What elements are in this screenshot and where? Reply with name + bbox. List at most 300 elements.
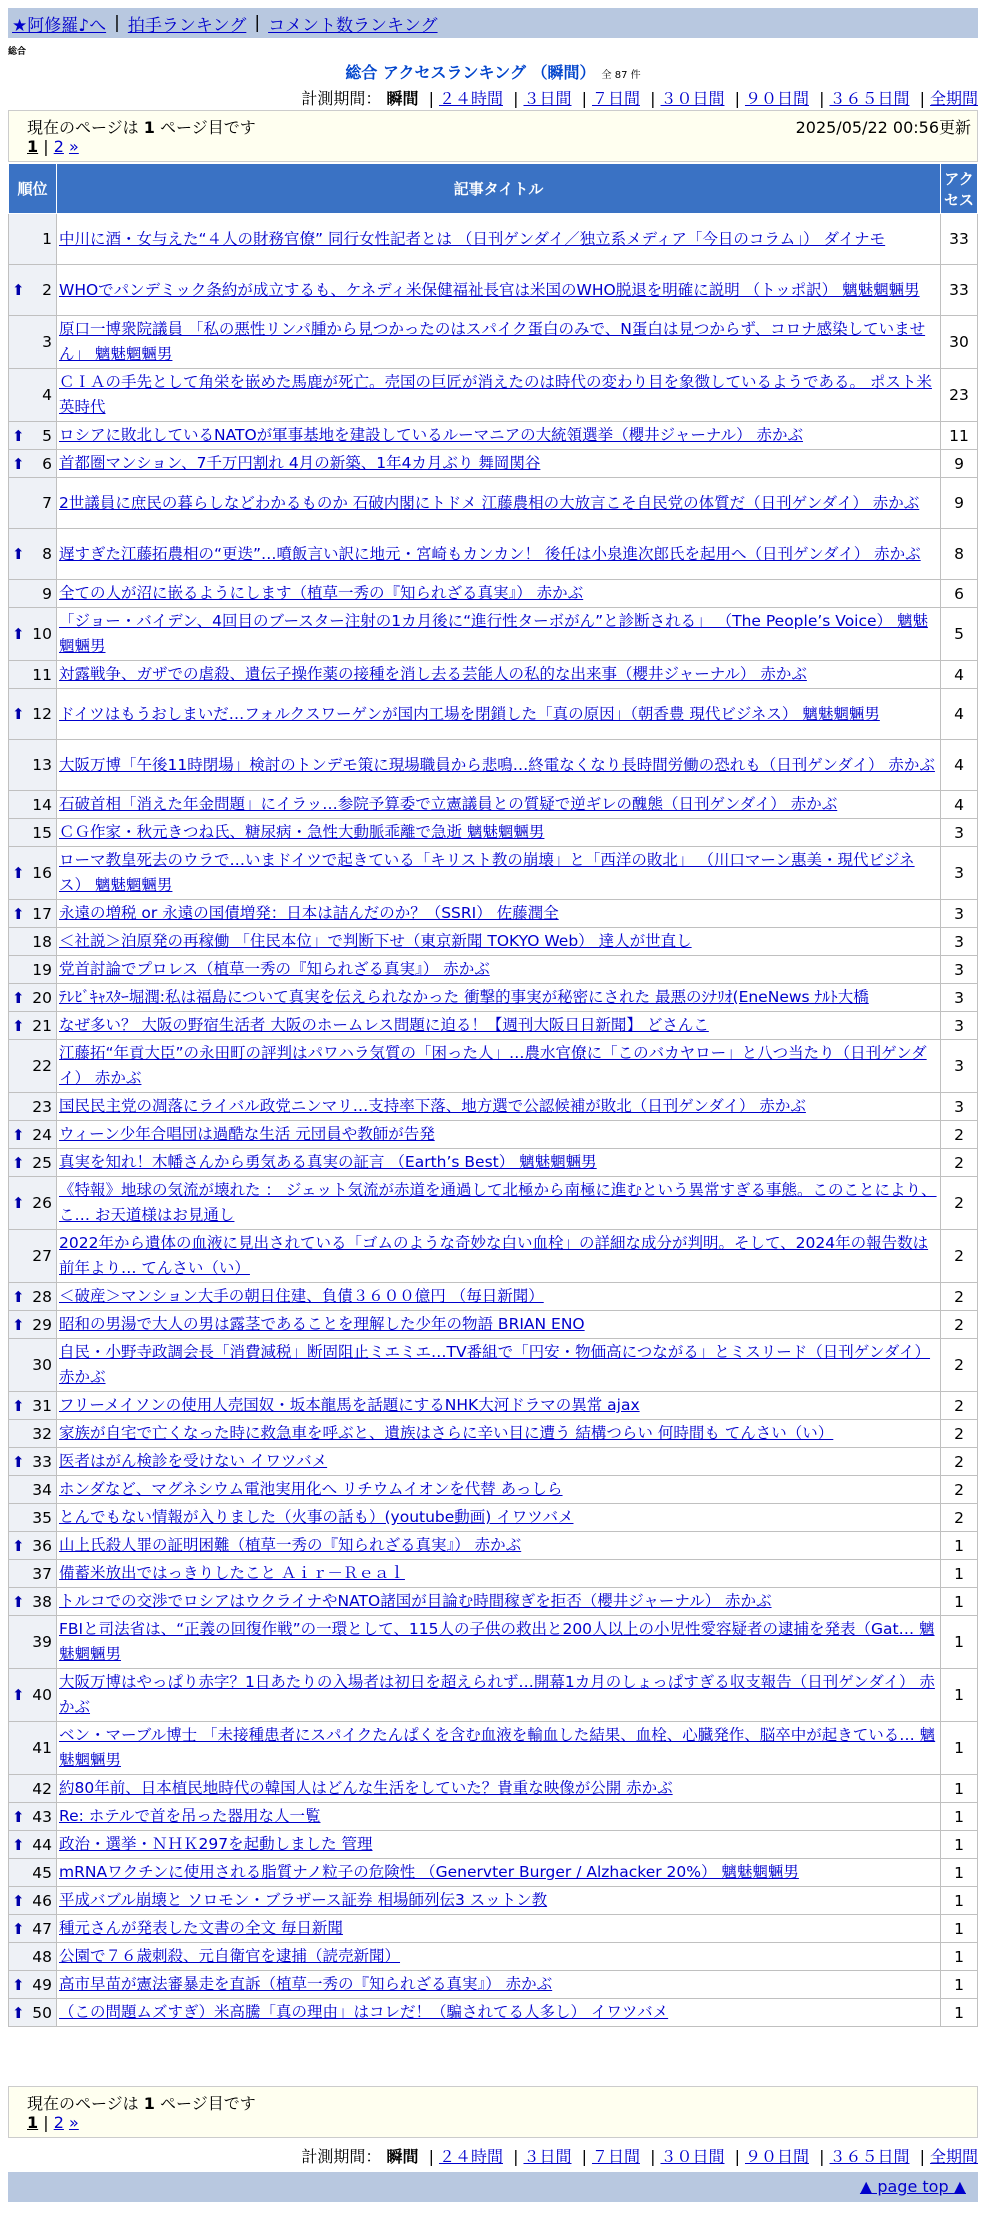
page-2-link[interactable]: 2 [53, 2113, 64, 2132]
rank-number: 17 [32, 904, 52, 923]
table-row [9, 478, 978, 529]
rank-cell [9, 1476, 57, 1504]
access-count: 3 [941, 819, 978, 847]
table-row [9, 1831, 978, 1859]
rank-number: 9 [42, 584, 52, 603]
rank-number: 28 [32, 1287, 52, 1306]
access-count: 2 [941, 1311, 978, 1339]
rank-cell [9, 1722, 57, 1775]
article-link[interactable]: 「ジョー・バイデン、4回目のブースター注射の1カ月後に“進行性ターボがん”と診断される」 （The People’s Voice） 魑魅魍魎男 [59, 612, 928, 655]
rank-number: 22 [32, 1057, 52, 1075]
rank-cell [9, 984, 57, 1012]
title-cell [57, 900, 941, 928]
table-row [9, 900, 978, 928]
access-count: 2 [941, 1420, 978, 1448]
article-link[interactable]: 国民民主党の凋落にライバル政党ニンマリ…支持率下落、地方選で公認候補が敗北（日刊ゲンダイ） 赤かぶ [59, 1097, 806, 1115]
rank-cell [9, 422, 57, 450]
rank-cell [9, 1616, 57, 1669]
access-count: 2 [941, 1177, 978, 1230]
title-cell [57, 1775, 941, 1803]
access-count: 33 [941, 214, 978, 265]
period-label: 計測期間： [301, 2147, 382, 2166]
title-cell [57, 1859, 941, 1887]
rank-cell [9, 819, 57, 847]
article-link[interactable]: ロシアに敗北しているNATOが軍事基地を建設しているルーマニアの大統領選挙（櫻井ジャーナル） 赤かぶ [59, 426, 804, 444]
article-link[interactable]: 対露戦争、ガザでの虐殺、遺伝子操作薬の接種を消し去る芸能人の私的な出来事（櫻井ジャーナル） 赤かぶ [59, 665, 807, 683]
rank-number: 27 [32, 1247, 52, 1265]
ranking-table [8, 163, 978, 2027]
table-row [9, 956, 978, 984]
rank-cell [9, 1999, 57, 2027]
period-link[interactable]: 全期間 [929, 89, 978, 108]
article-link[interactable]: 首都圏マンション、7千万円割れ 4月の新築、1年4カ月ぶり 舞岡関谷 [59, 454, 541, 472]
title-cell [57, 1311, 941, 1339]
rank-cell [9, 450, 57, 478]
up-arrow-icon: ⬆ [12, 281, 25, 299]
rank-cell [9, 1283, 57, 1311]
rank-number: 44 [32, 1835, 52, 1854]
period-link[interactable]: ３０日間 [660, 2147, 725, 2166]
table-row [9, 450, 978, 478]
table-row [9, 580, 978, 608]
page-top-link[interactable]: ▲ page top ▲ [859, 2177, 966, 2196]
title-cell [57, 1476, 941, 1504]
article-link[interactable]: ローマ教皇死去のウラで…いまドイツで起きている「キリスト教の崩壊」と「西洋の敗北」 （川口マーン惠美・現代ビジネス） 魑魅魍魎男 [59, 851, 915, 894]
access-count: 33 [941, 265, 978, 316]
article-link[interactable]: ＜破産＞マンション大手の朝日住建、負債３６００億円 （毎日新聞） [59, 1287, 544, 1305]
article-link[interactable]: とんでもない情報が入りました（火事の話も）(youtube動画) イワツバメ [59, 1508, 574, 1526]
title-cell [57, 1230, 941, 1283]
table-row [9, 847, 978, 900]
article-link[interactable]: 永遠の増税 or 永遠の国債増発：日本は詰んだのか？（SSRI） 佐藤潤全 [59, 904, 559, 922]
up-arrow-icon: ⬆ [12, 1891, 25, 1910]
asyura-home-link[interactable]: ★阿修羅♪へ [12, 15, 107, 36]
rank-cell [9, 1311, 57, 1339]
pagination-box-top [8, 110, 978, 162]
page-links: 1 | 2 » [27, 137, 79, 156]
access-count: 1 [941, 1943, 978, 1971]
title-cell [57, 1803, 941, 1831]
title-cell [57, 1722, 941, 1775]
col-access: アクセス [941, 164, 978, 214]
access-count: 3 [941, 984, 978, 1012]
rank-number: 11 [32, 665, 52, 684]
title-cell [57, 1560, 941, 1588]
period-link[interactable]: ３６５日間 [829, 89, 910, 108]
access-count: 2 [941, 1476, 978, 1504]
rank-cell [9, 928, 57, 956]
page-2-link[interactable]: 2 [53, 137, 64, 156]
article-link[interactable]: 2世議員に庶民の暮らしなどわかるものか 石破内閣にトドメ 江藤農相の大放言こそ自民党の体質だ（日刊ゲンダイ） 赤かぶ [59, 493, 920, 512]
up-arrow-icon: ⬆ [12, 1125, 25, 1144]
rank-cell [9, 1532, 57, 1560]
table-row [9, 984, 978, 1012]
rank-cell [9, 214, 57, 265]
table-row [9, 1177, 978, 1230]
table-row [9, 1012, 978, 1040]
rank-number: 36 [32, 1536, 52, 1555]
title-cell [57, 791, 941, 819]
rank-number: 48 [32, 1947, 52, 1966]
rank-number: 39 [32, 1633, 52, 1651]
updated-time: 2025/05/22 00:56更新 [795, 118, 971, 137]
period-link[interactable]: ７日間 [591, 89, 640, 108]
access-count: 3 [941, 847, 978, 900]
period-link[interactable]: ３６５日間 [829, 2147, 910, 2166]
table-row [9, 265, 978, 316]
period-link[interactable]: ３０日間 [660, 89, 725, 108]
up-arrow-icon: ⬆ [12, 1536, 25, 1555]
rank-cell [9, 316, 57, 369]
table-row [9, 689, 978, 740]
title-cell [57, 1999, 941, 2027]
period-link[interactable]: ９０日間 [744, 2147, 809, 2166]
rank-number: 43 [32, 1807, 52, 1826]
rank-number: 1 [42, 230, 52, 248]
article-link[interactable]: ＜社説＞泊原発の再稼働 「住民本位」で判断下せ（東京新聞 TOKYO Web） 達人が世直し [59, 932, 692, 950]
article-link[interactable]: FBIと司法省は、“正義の回復作戦”の一環として、115人の子供の救出と200人以上の小児性愛容疑者の逮捕を発表（Gat… 魑魅魍魎男 [59, 1620, 935, 1663]
rank-number: 30 [32, 1356, 52, 1374]
title-cell [57, 1283, 941, 1311]
up-arrow-icon: ⬆ [12, 1975, 25, 1994]
title-cell [57, 1532, 941, 1560]
access-count: 3 [941, 928, 978, 956]
rank-number: 14 [32, 795, 52, 814]
article-link[interactable]: 真実を知れ！木幡さんから勇気ある真実の証言 （Earth’s Best） 魑魅魍魎男 [59, 1153, 597, 1171]
period-selector-top: 計測期間： 瞬間 | ２４時間 | ３日間 | ７日間 | ３０日間 | ９０日間 | ３６５日間 | 全期間 [301, 89, 978, 108]
access-count: 1 [941, 1971, 978, 1999]
rank-number: 2 [42, 281, 52, 299]
table-row [9, 1149, 978, 1177]
table-row [9, 1588, 978, 1616]
rank-cell [9, 1971, 57, 1999]
period-link[interactable]: ３日間 [523, 89, 572, 108]
title-cell [57, 1177, 941, 1230]
article-link[interactable]: 山上氏殺人罪の証明困難（植草一秀の『知られざる真実』） 赤かぶ [59, 1536, 522, 1554]
title-cell [57, 1339, 941, 1392]
next-page-link[interactable]: » [68, 137, 79, 156]
col-title: 記事タイトル [57, 164, 941, 214]
title-cell [57, 369, 941, 422]
access-count: 5 [941, 608, 978, 661]
article-link[interactable]: 約80年前、日本植民地時代の韓国人はどんな生活をしていた？貴重な映像が公開 赤かぶ [59, 1779, 673, 1797]
access-count: 3 [941, 1012, 978, 1040]
title-cell [57, 214, 941, 265]
table-row [9, 1775, 978, 1803]
access-count: 1 [941, 1859, 978, 1887]
up-arrow-icon: ⬆ [12, 625, 25, 643]
article-link[interactable]: 種元さんが発表した文書の全文 毎日新聞 [59, 1919, 343, 1937]
article-link[interactable]: 高市早苗が憲法審暴走を直訴（植草一秀の『知られざる真実』） 赤かぶ [59, 1975, 553, 1993]
access-count: 1 [941, 1803, 978, 1831]
title-cell [57, 1093, 941, 1121]
access-count: 2 [941, 1149, 978, 1177]
table-row [9, 1476, 978, 1504]
applause-ranking-link[interactable]: 拍手ランキング [127, 15, 247, 36]
next-page-link[interactable]: » [68, 2113, 79, 2132]
rank-cell [9, 478, 57, 529]
title-cell [57, 847, 941, 900]
rank-number: 31 [32, 1396, 52, 1415]
access-count: 3 [941, 1093, 978, 1121]
up-arrow-icon: ⬆ [12, 1287, 25, 1306]
table-row [9, 791, 978, 819]
rank-cell [9, 1177, 57, 1230]
article-link[interactable]: 大阪万博「午後11時閉場」検討のトンデモ策に現場職員から悲鳴…終電なくなり長時間労働の恐れも（日刊ゲンダイ） 赤かぶ [59, 755, 935, 774]
period-link[interactable]: ９０日間 [744, 89, 809, 108]
access-count: 23 [941, 369, 978, 422]
col-rank: 順位 [9, 164, 57, 214]
article-link[interactable]: （この問題ムズすぎ）米高騰「真の理由」はコレだ！（騙されてる人多し） イワツバメ [59, 2003, 669, 2021]
access-count: 1 [941, 1588, 978, 1616]
up-arrow-icon: ⬆ [12, 454, 25, 473]
pagination-box-bottom [8, 2086, 978, 2138]
title-cell [57, 1420, 941, 1448]
rank-cell [9, 1588, 57, 1616]
access-count: 1 [941, 1532, 978, 1560]
article-link[interactable]: ＣＧ作家・秋元きつね氏、糖尿病・急性大動脈乖離で急逝 魑魅魍魎男 [59, 823, 545, 841]
title-cell [57, 1149, 941, 1177]
title-cell [57, 608, 941, 661]
access-count: 8 [941, 529, 978, 580]
table-row [9, 1803, 978, 1831]
period-link[interactable]: ３日間 [523, 2147, 572, 2166]
rank-number: 16 [32, 864, 52, 882]
access-count: 4 [941, 661, 978, 689]
rank-cell [9, 1560, 57, 1588]
access-count: 1 [941, 1722, 978, 1775]
table-row [9, 1943, 978, 1971]
article-link[interactable]: 江藤拓“年貢大臣”の永田町の評判はパワハラ気質の「困った人」…農水官僚に「このバカヤロー」と八つ当たり（日刊ゲンダイ） 赤かぶ [59, 1044, 927, 1087]
title-cell [57, 819, 941, 847]
rank-number: 10 [32, 625, 52, 643]
article-link[interactable]: 中川に酒・女与えた“４人の財務官僚” 同行女性記者とは （日刊ゲンダイ／独立系メディア「今日のコラム」） ダイナモ [59, 229, 886, 248]
access-count: 4 [941, 791, 978, 819]
article-link[interactable]: 平成バブル崩壊と ソロモン・ブラザース証券 相場師列伝3 スットン教 [59, 1891, 548, 1909]
title-cell [57, 661, 941, 689]
table-row [9, 1230, 978, 1283]
title-cell [57, 1616, 941, 1669]
top-nav-bar [8, 8, 978, 38]
footer-bar [8, 2172, 978, 2202]
rank-number: 4 [42, 386, 52, 404]
period-link[interactable]: ７日間 [591, 2147, 640, 2166]
rank-cell [9, 661, 57, 689]
article-link[interactable]: 遅すぎた江藤拓農相の“更迭”…噴飯言い訳に地元・宮崎もカンカン！ 後任は小泉進次郎氏を起用へ（日刊ゲンダイ） 赤かぶ [59, 544, 921, 563]
table-row [9, 1311, 978, 1339]
title-cell [57, 316, 941, 369]
article-link[interactable]: トルコでの交渉でロシアはウクライナやNATO諸国が目論む時間稼ぎを拒否（櫻井ジャーナル） 赤かぶ [59, 1592, 772, 1610]
article-link[interactable]: 原口一博衆院議員 「私の悪性リンパ腫から見つかったのはスパイク蛋白のみで、N蛋白は見つからず、コロナ感染していません」 魑魅魍魎男 [59, 320, 926, 363]
current-page-text: 現在のページは 1 ページ目です [27, 118, 256, 137]
rank-number: 20 [32, 988, 52, 1007]
total-count: 全 87 件 [601, 70, 641, 81]
title-cell [57, 1504, 941, 1532]
article-link[interactable]: 昭和の男湯で大人の男は露茎であることを理解した少年の物語 BRIAN ENO [59, 1315, 585, 1333]
page-1-current: 1 [27, 137, 39, 156]
article-link[interactable]: 家族が自宅で亡くなった時に救急車を呼ぶと、遺族はさらに辛い目に遭う 結構つらい 何時間も てんさい（い） [59, 1424, 834, 1442]
period-link[interactable]: ２４時間 [438, 89, 503, 108]
rank-cell [9, 1149, 57, 1177]
up-arrow-icon: ⬆ [12, 1919, 25, 1938]
table-row [9, 1121, 978, 1149]
title-cell [57, 1971, 941, 1999]
article-link[interactable]: 公園で７６歳刺殺、元自衛官を逮捕（読売新聞） [59, 1947, 401, 1965]
table-row [9, 1669, 978, 1722]
rank-number: 5 [42, 426, 52, 445]
article-link[interactable]: 政治・選挙・ＮＨＫ297を起動しました 管理 [59, 1835, 373, 1853]
up-arrow-icon: ⬆ [12, 1835, 25, 1854]
nav-separator: | [114, 13, 120, 33]
up-arrow-icon: ⬆ [12, 1592, 25, 1611]
article-link[interactable]: 《特報》地球の気流が壊れた ： ジェット気流が赤道を通過して北極から南極に進むという異常すぎる事態。このことにより、こ… お天道様はお見通し [59, 1181, 937, 1224]
period-link[interactable]: ２４時間 [438, 2147, 503, 2166]
table-row [9, 1971, 978, 1999]
article-link[interactable]: 自民・小野寺政調会長「消費減税」断固阻止ミエミエ…TV番組で「円安・物価高につながる」とミスリード（日刊ゲンダイ） 赤かぶ [59, 1343, 931, 1386]
current-page-text: 現在のページは 1 ページ目です [27, 2094, 256, 2113]
access-count: 1 [941, 1831, 978, 1859]
article-link[interactable]: 党首討論でプロレス（植草一秀の『知られざる真実』） 赤かぶ [59, 960, 490, 978]
table-row [9, 1532, 978, 1560]
rank-number: 13 [32, 756, 52, 774]
rank-cell [9, 265, 57, 316]
table-row [9, 1040, 978, 1093]
up-arrow-icon: ⬆ [12, 1807, 25, 1826]
rank-cell [9, 847, 57, 900]
rank-number: 26 [32, 1194, 52, 1212]
rank-cell [9, 1392, 57, 1420]
up-arrow-icon: ⬆ [12, 2003, 25, 2022]
title-cell [57, 1831, 941, 1859]
rank-number: 46 [32, 1891, 52, 1910]
rank-cell [9, 1669, 57, 1722]
rank-number: 47 [32, 1919, 52, 1938]
article-link[interactable]: 大阪万博はやっぱり赤字？1日あたりの入場者は初日を超えられず…開幕1カ月のしょっぱすぎる収支報告（日刊ゲンダイ） 赤かぶ [59, 1673, 935, 1716]
title-cell [57, 1669, 941, 1722]
access-count: 2 [941, 1392, 978, 1420]
rank-cell [9, 791, 57, 819]
article-link[interactable]: ウィーン少年合唱団は過酷な生活 元団員や教師が告発 [59, 1125, 435, 1143]
rank-cell [9, 1040, 57, 1093]
table-row [9, 928, 978, 956]
rank-number: 29 [32, 1315, 52, 1334]
article-link[interactable]: mRNAワクチンに使用される脂質ナノ粒子の危険性 （Genervter Burger / Alzhacker 20%） 魑魅魍魎男 [59, 1863, 799, 1881]
access-count: 2 [941, 1504, 978, 1532]
table-row [9, 1915, 978, 1943]
title-cell [57, 1943, 941, 1971]
up-arrow-icon: ⬆ [12, 1153, 25, 1172]
table-row [9, 422, 978, 450]
table-row [9, 1722, 978, 1775]
table-row [9, 608, 978, 661]
title-cell [57, 1915, 941, 1943]
rank-number: 38 [32, 1592, 52, 1611]
table-row [9, 316, 978, 369]
title-cell [57, 1121, 941, 1149]
rank-cell [9, 1859, 57, 1887]
article-link[interactable]: ホンダなど、マグネシウム電池実用化へ リチウムイオンを代替 あっしら [59, 1480, 563, 1498]
rank-number: 42 [32, 1779, 52, 1798]
rank-cell [9, 529, 57, 580]
article-link[interactable]: 医者はがん検診を受けない イワツバメ [59, 1452, 328, 1470]
article-link[interactable]: ＣＩＡの手先として角栄を嵌めた馬鹿が死亡。売国の巨匠が消えたのは時代の変わり目を象徴しているようである。 ポスト米英時代 [59, 373, 932, 416]
rank-cell [9, 1887, 57, 1915]
rank-cell [9, 1230, 57, 1283]
article-link[interactable]: ﾃﾚﾋﾞｷｬｽﾀｰ堀潤:私は福島について真実を伝えられなかった 衝撃的事実が秘密にされた 最悪のｼﾅﾘｵ(EneNews ﾅﾙﾄ大橋 [59, 988, 869, 1006]
rank-number: 41 [32, 1739, 52, 1757]
title-cell [57, 422, 941, 450]
table-row [9, 369, 978, 422]
access-count: 9 [941, 478, 978, 529]
access-count: 9 [941, 450, 978, 478]
rank-number: 25 [32, 1153, 52, 1172]
title-cell [57, 740, 941, 791]
article-link[interactable]: ドイツはもうおしまいだ…フォルクスワーゲンが国内工場を閉鎖した「真の原因」（朝香豊 現代ビジネス） 魑魅魍魎男 [59, 704, 880, 723]
up-arrow-icon: ⬆ [12, 705, 25, 723]
rank-number: 7 [42, 494, 52, 512]
access-count: 1 [941, 1616, 978, 1669]
article-link[interactable]: 備蓄米放出ではっきりしたこと Ａｉｒ－Ｒｅａｌ [59, 1564, 405, 1582]
category-tag: 総合 [8, 47, 27, 57]
rank-number: 19 [32, 960, 52, 979]
title-cell [57, 689, 941, 740]
rank-cell [9, 900, 57, 928]
access-count: 30 [941, 316, 978, 369]
rank-cell [9, 1915, 57, 1943]
table-row [9, 740, 978, 791]
rank-cell [9, 740, 57, 791]
title-cell [57, 580, 941, 608]
article-link[interactable]: WHOでパンデミック条約が成立するも、ケネディ米保健福祉長官は米国のWHO脱退を明確に説明 （トッポ訳） 魑魅魍魎男 [59, 280, 920, 299]
article-link[interactable]: フリーメイソンの使用人売国奴・坂本龍馬を話題にするNHK大河ドラマの異常 ajax [59, 1396, 640, 1414]
table-row [9, 214, 978, 265]
access-count: 4 [941, 689, 978, 740]
rank-number: 37 [32, 1564, 52, 1583]
table-row [9, 1859, 978, 1887]
rank-cell [9, 608, 57, 661]
access-count: 2 [941, 1339, 978, 1392]
article-link[interactable]: Re: ホテルで首を吊った器用な人一覧 [59, 1807, 321, 1825]
rank-number: 32 [32, 1424, 52, 1443]
comment-ranking-link[interactable]: コメント数ランキング [268, 15, 438, 36]
title-cell [57, 1887, 941, 1915]
article-link[interactable]: なぜ多い？ 大阪の野宿生活者 大阪のホームレス問題に迫る！【週刊大阪日日新聞】 どさんこ [59, 1016, 709, 1034]
rank-cell [9, 369, 57, 422]
article-link[interactable]: 2022年から遺体の血液に見出されている「ゴムのような奇妙な白い血栓」の詳細な成分が判明。そして、2024年の報告数は前年より… てんさい（い） [59, 1234, 929, 1277]
rank-number: 34 [32, 1480, 52, 1499]
article-link[interactable]: ベン・マーブル博士 「未接種患者にスパイクたんぱくを含む血液を輸血した結果、血栓、心臓発作、脳卒中が起きている… 魑魅魍魎男 [59, 1726, 936, 1769]
rank-cell [9, 1775, 57, 1803]
table-row [9, 1339, 978, 1392]
title-text: 総合 アクセスランキング （瞬間） [345, 63, 596, 82]
article-link[interactable]: 石破首相「消えた年金問題」にイラッ…参院予算委で立憲議員との質疑で逆ギレの醜態（日刊ゲンダイ） 赤かぶ [59, 795, 838, 813]
up-arrow-icon: ⬆ [12, 1194, 25, 1212]
rank-cell [9, 1121, 57, 1149]
table-row [9, 1616, 978, 1669]
rank-number: 35 [32, 1508, 52, 1527]
title-cell [57, 450, 941, 478]
rank-cell [9, 1420, 57, 1448]
rank-number: 33 [32, 1452, 52, 1471]
period-link[interactable]: 全期間 [929, 2147, 978, 2166]
table-row [9, 529, 978, 580]
access-count: 3 [941, 956, 978, 984]
up-arrow-icon: ⬆ [12, 988, 25, 1007]
rank-number: 21 [32, 1016, 52, 1035]
rank-cell [9, 1339, 57, 1392]
article-link[interactable]: 全ての人が沼に嵌るようにします（植草一秀の『知られざる真実』） 赤かぶ [59, 584, 584, 602]
access-count: 4 [941, 740, 978, 791]
